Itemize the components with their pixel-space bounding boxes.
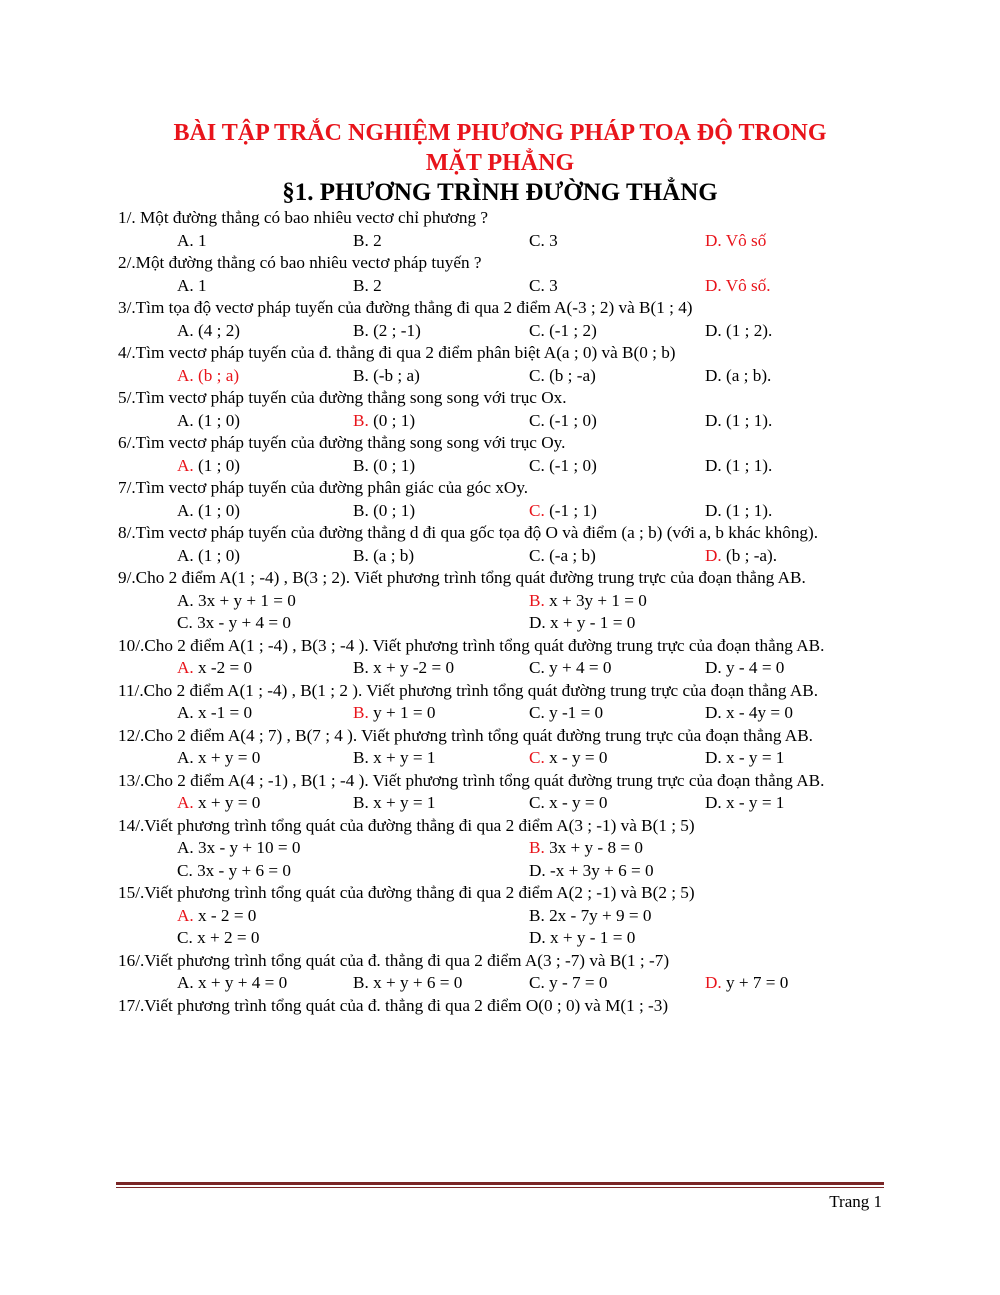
- answer-option-text: x - y = 0: [549, 793, 608, 812]
- question-item: [118, 882, 882, 950]
- question-text: 3/.Tìm tọa độ vectơ pháp tuyến của đường thẳng đi qua 2 điểm A(-3 ; 2) và B(1 ; 4): [118, 298, 693, 317]
- answer-option-text: x -1 = 0: [198, 703, 253, 722]
- answer-option-letter: C.: [529, 275, 550, 295]
- question-text: 2/.Một đường thẳng có bao nhiêu vectơ pháp tuyến ?: [118, 253, 482, 272]
- answer-option-text: (-1 ; 0): [549, 455, 597, 475]
- answer-option-text: 3x - y + 4 = 0: [197, 613, 291, 632]
- answer-option: [353, 455, 529, 478]
- answer-option: [705, 230, 881, 253]
- answer-option-letter: D.: [705, 365, 727, 385]
- answer-option: [705, 702, 881, 725]
- answer-option-text: 2: [373, 230, 382, 250]
- question-item: [118, 342, 882, 387]
- answer-option: [353, 365, 529, 388]
- question-item: [118, 477, 882, 522]
- answer-option-text: y + 4 = 0: [549, 658, 612, 677]
- answer-option-text: x - y = 0: [549, 748, 608, 767]
- answer-option-text: (-a ; b): [549, 545, 596, 565]
- answer-option-text: x - 4y = 0: [726, 703, 793, 722]
- answer-option-text: 3x - y + 6 = 0: [197, 860, 291, 880]
- answer-option-letter: C.: [177, 613, 198, 632]
- answer-option-text: x + y - 1 = 0: [550, 613, 636, 632]
- answer-option-letter: C.: [529, 793, 550, 812]
- answer-option-letter: D.: [529, 860, 551, 880]
- question-text: 11/.Cho 2 điểm A(1 ; -4) , B(1 ; 2 ). Viết phương trình tổng quát đường trung trực của đoạn thẳng AB.: [118, 680, 819, 700]
- answer-option-letter: B.: [353, 275, 374, 295]
- answer-option: [705, 275, 881, 298]
- answer-option: [529, 792, 705, 815]
- answer-option-letter: D.: [705, 545, 727, 565]
- answer-option: [529, 410, 705, 433]
- answer-option: [177, 972, 353, 995]
- answer-option-text: x - 2 = 0: [198, 905, 257, 925]
- answer-option: [177, 455, 353, 478]
- answer-option-letter: A.: [177, 703, 199, 722]
- question-item: [118, 252, 882, 297]
- answer-option-text: (1 ; 1).: [726, 455, 773, 475]
- answer-option: [353, 545, 529, 568]
- answer-option-letter: D.: [705, 410, 727, 430]
- answer-option-letter: B.: [353, 703, 374, 722]
- answer-option: [177, 747, 353, 770]
- answer-option-letter: D.: [705, 230, 726, 250]
- answer-options-row: [118, 927, 882, 950]
- answer-option-text: (b ; -a): [549, 365, 596, 385]
- question-text: 1/. Một đường thẳng có bao nhiêu vectơ chỉ phương ?: [118, 208, 489, 227]
- answer-option-letter: A.: [177, 500, 199, 520]
- answer-option-text: (0 ; 1): [373, 410, 416, 430]
- answer-option-letter: B.: [353, 230, 374, 250]
- answer-option: [353, 320, 529, 343]
- answer-option: [177, 590, 529, 613]
- answer-option: [353, 792, 529, 815]
- answer-options-row: [118, 410, 882, 433]
- answer-option: [177, 612, 529, 635]
- answer-option-letter: A.: [177, 365, 199, 385]
- page-number: Trang 1: [829, 1192, 882, 1211]
- answer-option-text: y + 7 = 0: [726, 973, 789, 992]
- answer-option-text: (-1 ; 1): [549, 500, 597, 520]
- answer-option: [705, 410, 881, 433]
- answer-option: [529, 657, 705, 680]
- answer-option-letter: A.: [177, 545, 199, 565]
- answer-option-text: 3x + y - 8 = 0: [549, 838, 643, 857]
- answer-options-row: [118, 905, 882, 928]
- question-text: 15/.Viết phương trình tổng quát của đường thẳng đi qua 2 điểm A(2 ; -1) và B(2 ; 5): [118, 883, 695, 902]
- answer-option: [177, 792, 353, 815]
- answer-option-letter: C.: [529, 973, 550, 992]
- answer-option-letter: C.: [177, 860, 198, 880]
- answer-option: [177, 365, 353, 388]
- answer-options-row: [118, 320, 882, 343]
- answer-option-letter: B.: [353, 748, 374, 767]
- answer-option-letter: D.: [705, 320, 727, 340]
- answer-option-text: (-1 ; 0): [549, 410, 597, 430]
- answer-option-text: x - y = 1: [726, 748, 785, 767]
- answer-option: [353, 657, 529, 680]
- answer-option-letter: D.: [705, 500, 727, 520]
- answer-options-row: [118, 590, 882, 613]
- document-title-line1: BÀI TẬP TRẮC NGHIỆM PHƯƠNG PHÁP TOẠ ĐỘ TRONG: [173, 120, 827, 146]
- answer-option-letter: D.: [705, 748, 727, 767]
- answer-option-text: 2: [373, 275, 382, 295]
- answer-option-text: x + y - 1 = 0: [550, 928, 636, 947]
- answer-option-text: -x + 3y + 6 = 0: [550, 860, 654, 880]
- answer-option: [353, 972, 529, 995]
- question-text: 8/.Tìm vectơ pháp tuyến của đường thẳng d đi qua gốc tọa độ O và điểm (a ; b) (với a, b khác không).: [118, 523, 819, 542]
- answer-option: [529, 972, 705, 995]
- answer-option-text: (0 ; 1): [373, 455, 416, 475]
- answer-options-row: [118, 545, 882, 568]
- answer-option-letter: D.: [705, 793, 727, 812]
- answer-option: [529, 230, 705, 253]
- answer-option-letter: C.: [529, 500, 550, 520]
- answer-option-text: (-b ; a): [373, 365, 420, 385]
- answer-options-row: [118, 837, 882, 860]
- answer-option-text: (0 ; 1): [373, 500, 416, 520]
- answer-options-row: [118, 792, 882, 815]
- answer-option: [353, 275, 529, 298]
- answer-option: [529, 837, 881, 860]
- answer-option-letter: D.: [705, 658, 727, 677]
- answer-option: [177, 657, 353, 680]
- answer-option: [705, 320, 881, 343]
- answer-option: [705, 365, 881, 388]
- answer-option-text: x + y = 0: [198, 793, 261, 812]
- question-text: 14/.Viết phương trình tổng quát của đường thẳng đi qua 2 điểm A(3 ; -1) và B(1 ; 5): [118, 815, 695, 835]
- answer-options-row: [118, 747, 882, 770]
- answer-option: [705, 657, 881, 680]
- answer-option-letter: B.: [353, 320, 374, 340]
- question-text: 17/.Viết phương trình tổng quát của đ. thẳng đi qua 2 điểm O(0 ; 0) và M(1 ; -3): [118, 995, 669, 1015]
- answer-option: [353, 230, 529, 253]
- answer-option-letter: B.: [529, 590, 550, 610]
- answer-option-letter: C.: [529, 703, 550, 722]
- question-item: [118, 995, 882, 1018]
- question-item: [118, 387, 882, 432]
- answer-option: [353, 747, 529, 770]
- answer-option-text: y -1 = 0: [549, 703, 604, 722]
- answer-option: [705, 747, 881, 770]
- answer-option-text: (a ; b).: [726, 365, 772, 385]
- answer-option-text: y + 1 = 0: [373, 703, 436, 722]
- question-list: [118, 207, 882, 1017]
- answer-option-letter: A.: [177, 230, 199, 250]
- answer-options-row: [118, 230, 882, 253]
- answer-option-letter: A.: [177, 973, 199, 992]
- answer-option: [529, 860, 881, 883]
- answer-option-text: x + 3y + 1 = 0: [549, 590, 647, 610]
- answer-option: [529, 702, 705, 725]
- answer-option: [177, 410, 353, 433]
- answer-option-letter: C.: [177, 928, 198, 947]
- answer-option: [177, 230, 353, 253]
- answer-option-text: x + y -2 = 0: [373, 658, 455, 677]
- answer-option: [529, 500, 705, 523]
- answer-option-text: x + y = 0: [198, 748, 261, 767]
- answer-option-text: 2x - 7y + 9 = 0: [549, 905, 652, 925]
- answer-options-row: [118, 455, 882, 478]
- answer-options-row: [118, 702, 882, 725]
- question-item: [118, 950, 882, 995]
- answer-option-letter: D.: [705, 455, 727, 475]
- answer-option: [177, 860, 529, 883]
- answer-option-letter: A.: [177, 410, 199, 430]
- question-item: [118, 567, 882, 635]
- answer-option: [353, 410, 529, 433]
- answer-option-letter: B.: [529, 905, 550, 925]
- answer-option-text: x -2 = 0: [198, 658, 253, 677]
- answer-option-letter: A.: [177, 658, 199, 677]
- answer-option: [353, 702, 529, 725]
- answer-option: [177, 702, 353, 725]
- answer-option-letter: B.: [529, 838, 550, 857]
- answer-option-letter: B.: [353, 658, 374, 677]
- question-item: [118, 297, 882, 342]
- answer-option-text: Vô số.: [725, 275, 771, 295]
- answer-option: [705, 545, 881, 568]
- answer-option-letter: B.: [353, 455, 374, 475]
- answer-option-text: 3: [549, 275, 558, 295]
- answer-option-letter: C.: [529, 545, 550, 565]
- question-item: [118, 680, 882, 725]
- answer-option-letter: D.: [705, 703, 727, 722]
- answer-option-text: x - y = 1: [726, 793, 785, 812]
- answer-option-text: (1 ; 0): [198, 455, 241, 475]
- question-text: 6/.Tìm vectơ pháp tuyến của đường thẳng song song với trục Oy.: [118, 433, 566, 452]
- answer-option-text: 3x - y + 10 = 0: [198, 838, 301, 857]
- answer-option: [177, 500, 353, 523]
- answer-option: [705, 455, 881, 478]
- answer-options-row: [118, 612, 882, 635]
- question-text: 13/.Cho 2 điểm A(4 ; -1) , B(1 ; -4 ). Viết phương trình tổng quát đường trung trực của đoạn thẳng AB.: [118, 770, 825, 790]
- answer-option-letter: A.: [177, 320, 199, 340]
- answer-option-text: (b ; -a).: [726, 545, 778, 565]
- answer-option-letter: C.: [529, 320, 550, 340]
- answer-option-letter: A.: [177, 590, 199, 610]
- answer-option-text: 1: [198, 275, 207, 295]
- answer-option: [177, 927, 529, 950]
- question-item: [118, 725, 882, 770]
- answer-option: [529, 612, 881, 635]
- answer-option: [529, 455, 705, 478]
- question-item: [118, 207, 882, 252]
- answer-option-text: (a ; b): [373, 545, 415, 565]
- answer-option: [529, 590, 881, 613]
- answer-option-text: x + y + 6 = 0: [373, 973, 463, 992]
- answer-options-row: [118, 365, 882, 388]
- answer-option-text: y - 4 = 0: [726, 658, 785, 677]
- answer-option-letter: A.: [177, 748, 199, 767]
- answer-option-letter: C.: [529, 455, 550, 475]
- question-item: [118, 770, 882, 815]
- answer-option: [353, 500, 529, 523]
- answer-option-text: 3: [549, 230, 558, 250]
- section-title: §1. PHƯƠNG TRÌNH ĐƯỜNG THẲNG: [282, 179, 718, 206]
- question-item: [118, 815, 882, 883]
- question-item: [118, 635, 882, 680]
- question-text: 9/.Cho 2 điểm A(1 ; -4) , B(3 ; 2). Viết phương trình tổng quát đường trung trực của đoạn thẳng AB.: [118, 568, 806, 587]
- answer-option-letter: A.: [177, 838, 199, 857]
- answer-option: [529, 545, 705, 568]
- question-item: [118, 522, 882, 567]
- answer-options-row: [118, 657, 882, 680]
- answer-option: [177, 545, 353, 568]
- answer-option: [705, 972, 881, 995]
- answer-option-letter: C.: [529, 658, 550, 677]
- answer-option: [177, 320, 353, 343]
- answer-option: [177, 837, 529, 860]
- answer-option: [705, 500, 881, 523]
- answer-option-text: Vô số: [725, 230, 767, 250]
- answer-option-letter: C.: [529, 365, 550, 385]
- footer-rule-thick: [116, 1182, 884, 1185]
- answer-option: [529, 747, 705, 770]
- answer-option-text: (1 ; 0): [198, 545, 241, 565]
- answer-option-letter: D.: [705, 275, 726, 295]
- document-title-line2: MẶT PHẲNG: [425, 150, 575, 176]
- answer-option-text: (1 ; 1).: [726, 500, 773, 520]
- answer-option-text: (1 ; 1).: [726, 410, 773, 430]
- answer-option: [529, 927, 881, 950]
- answer-option-text: (1 ; 2).: [726, 320, 773, 340]
- answer-option: [529, 320, 705, 343]
- answer-option-text: (2 ; -1): [373, 320, 421, 340]
- answer-option-text: x + y + 4 = 0: [198, 973, 288, 992]
- answer-option: [705, 792, 881, 815]
- answer-option: [529, 905, 881, 928]
- question-item: [118, 432, 882, 477]
- footer-rule-thin: [116, 1187, 884, 1188]
- answer-options-row: [118, 275, 882, 298]
- answer-option-text: (-1 ; 2): [549, 320, 597, 340]
- answer-option: [529, 365, 705, 388]
- answer-options-row: [118, 500, 882, 523]
- answer-option-letter: C.: [529, 230, 550, 250]
- answer-option-letter: A.: [177, 455, 199, 475]
- question-text: 10/.Cho 2 điểm A(1 ; -4) , B(3 ; -4 ). Viết phương trình tổng quát đường trung trực của đoạn thẳng AB.: [118, 635, 825, 655]
- answer-option-text: (b ; a): [198, 365, 240, 385]
- answer-option-text: (1 ; 0): [198, 410, 241, 430]
- answer-option-letter: A.: [177, 905, 199, 925]
- question-text: 12/.Cho 2 điểm A(4 ; 7) , B(7 ; 4 ). Viết phương trình tổng quát đường trung trực của đoạn thẳng AB.: [118, 725, 813, 745]
- answer-option-text: x + y = 1: [373, 793, 436, 812]
- answer-option-text: x + 2 = 0: [197, 928, 260, 947]
- answer-option-letter: C.: [529, 748, 550, 767]
- answer-options-row: [118, 860, 882, 883]
- answer-option-letter: B.: [353, 365, 374, 385]
- answer-option-text: x + y = 1: [373, 748, 436, 767]
- question-text: 7/.Tìm vectơ pháp tuyến của đường phân giác của góc xOy.: [118, 478, 529, 497]
- answer-option-letter: B.: [353, 793, 374, 812]
- answer-option-letter: B.: [353, 500, 374, 520]
- answer-option-text: (1 ; 0): [198, 500, 241, 520]
- answer-option-letter: B.: [353, 410, 374, 430]
- answer-option-letter: D.: [529, 928, 551, 947]
- question-text: 4/.Tìm vectơ pháp tuyến của đ. thẳng đi qua 2 điểm phân biệt A(a ; 0) và B(0 ; b): [118, 343, 676, 362]
- answer-option-letter: A.: [177, 275, 199, 295]
- answer-option-letter: D.: [705, 973, 727, 992]
- answer-option-letter: C.: [529, 410, 550, 430]
- answer-option-text: 1: [198, 230, 207, 250]
- answer-option-letter: D.: [529, 613, 551, 632]
- answer-option-letter: A.: [177, 793, 199, 812]
- question-text: 16/.Viết phương trình tổng quát của đ. thẳng đi qua 2 điểm A(3 ; -7) và B(1 ; -7): [118, 950, 670, 970]
- answer-option: [529, 275, 705, 298]
- answer-option-letter: B.: [353, 545, 374, 565]
- answer-option: [177, 905, 529, 928]
- answer-option: [177, 275, 353, 298]
- answer-option-letter: B.: [353, 973, 374, 992]
- question-text: 5/.Tìm vectơ pháp tuyến của đường thẳng song song với trục Ox.: [118, 388, 567, 407]
- answer-option-text: y - 7 = 0: [549, 973, 608, 992]
- answer-options-row: [118, 972, 882, 995]
- answer-option-text: (4 ; 2): [198, 320, 241, 340]
- answer-option-text: 3x + y + 1 = 0: [198, 590, 296, 610]
